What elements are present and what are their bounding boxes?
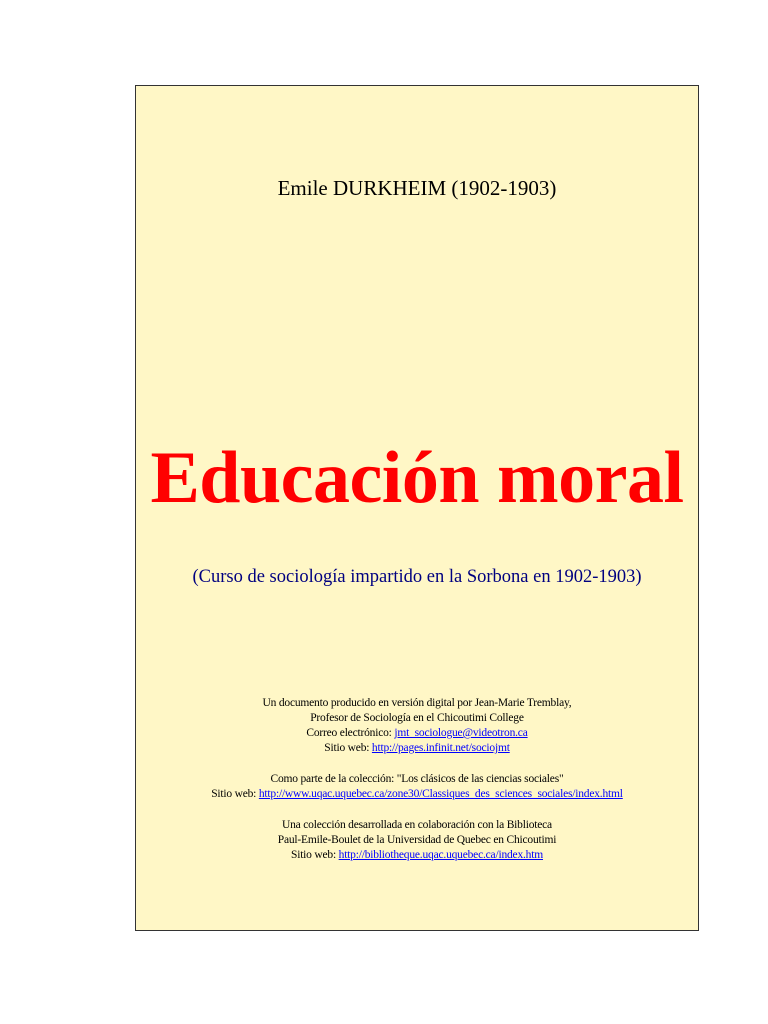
site3-link[interactable]: http://bibliotheque.uqac.uquebec.ca/index.htm <box>338 849 543 861</box>
site3-label: Sitio web: <box>291 849 339 861</box>
producer-block <box>136 696 698 756</box>
site1-label: Sitio web: <box>324 742 372 754</box>
collection-line: Como parte de la colección: "Los clásicos de las ciencias sociales" <box>270 773 564 785</box>
site2-label: Sitio web: <box>211 788 259 800</box>
role-line: Profesor de Sociología en el Chicoutimi College <box>310 712 524 724</box>
site1-line <box>136 741 698 756</box>
email-link[interactable]: jmt_sociologue@videotron.ca <box>394 727 528 739</box>
site2-line <box>136 787 698 802</box>
email-label: Correo electrónico: <box>306 727 395 739</box>
credits-section <box>136 696 698 879</box>
collection-block <box>136 772 698 802</box>
site2-link[interactable]: http://www.uqac.uquebec.ca/zone30/Classiques_des_sciences_sociales/index.html <box>258 788 623 800</box>
book-title: Educación moral <box>150 437 684 519</box>
library-line-1: Una colección desarrollada en colaboración con la Biblioteca <box>282 819 552 831</box>
author-line: Emile DURKHEIM (1902-1903) <box>277 176 557 200</box>
email-line <box>136 726 698 741</box>
producer-line: Un documento producido en versión digital por Jean-Marie Tremblay, <box>262 697 572 709</box>
cover-panel <box>135 85 699 931</box>
library-block <box>136 818 698 863</box>
site1-link[interactable]: http://pages.infinit.net/sociojmt <box>371 742 510 754</box>
site3-line <box>136 848 698 863</box>
library-line-2: Paul-Emile-Boulet de la Universidad de Quebec en Chicoutimi <box>277 834 557 846</box>
book-subtitle: (Curso de sociología impartido en la Sorbona en 1902-1903) <box>192 567 642 587</box>
